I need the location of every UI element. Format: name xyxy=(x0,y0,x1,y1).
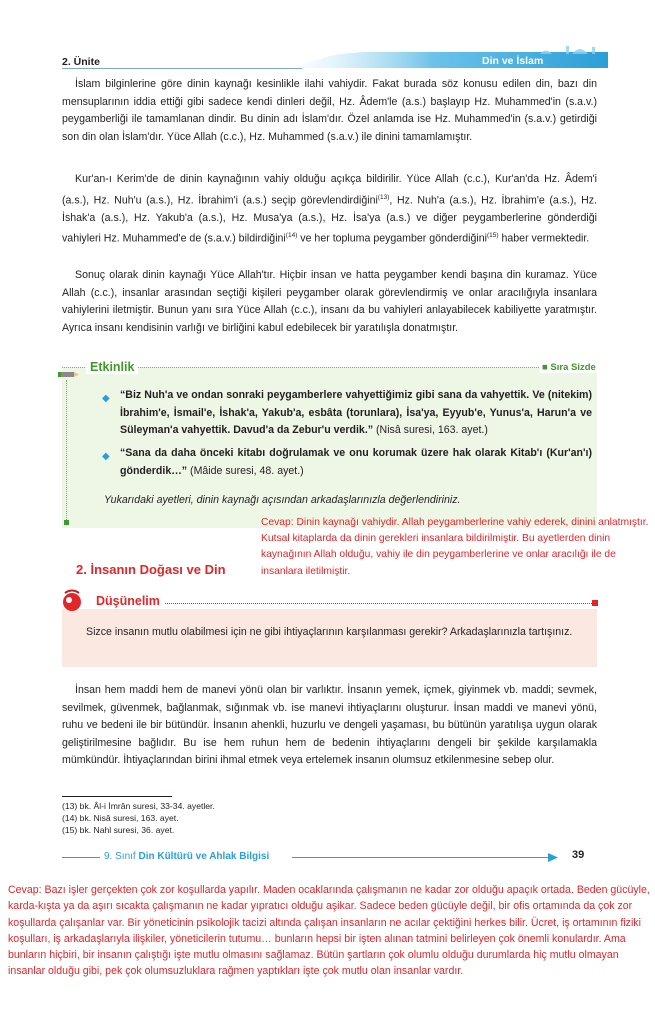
footnote-ref-15: (15) xyxy=(487,232,499,240)
paragraph-3 xyxy=(62,267,597,337)
footer-book: Din Kültürü ve Ahlak Bilgisi xyxy=(138,851,270,862)
think-text: Sizce insanın mutlu olabilmesi için ne gibi ihtiyaçlarının karşılanması gerekir? Arkadaşlarınızla tartışınız. xyxy=(86,626,573,638)
page-number: 39 xyxy=(572,849,585,861)
bullet-icon: ◆ xyxy=(102,451,110,462)
header-banner xyxy=(290,46,608,68)
footer-book-title xyxy=(104,851,269,862)
unit-label: 2. Ünite xyxy=(62,56,100,68)
paragraph-2-part-d: haber vermektedir. xyxy=(498,232,590,245)
think-dotted-line xyxy=(92,603,594,604)
paragraph-1 xyxy=(62,76,597,146)
footer-grade: 9. Sınıf xyxy=(104,851,139,862)
footer-rule-left xyxy=(62,857,100,858)
paragraph-1-text: İslam bilginlerine göre dinin kaynağı kesinlikle ilahi vahiydir. Fakat burada söz konusu edilen din, bazı din mensuplarının iddia ettiği gibi sadece kendi dinleri değil, Hz. Âdem'le (a.s.) başlayıp Hz. Muhammed'in (s.a.v.) peygamberliği ile tamamlanan dindir. Bu dinin adı İslam'dır. Özel anlamda ise Hz. Muhammed'in (s.a.v.) getirdiği son din olan İslam'dır. Yüce Allah (c.c.), Hz. Muhammed (s.a.v.) ile dinini tamamlamıştır. xyxy=(62,78,597,143)
paragraph-2-part-b: , Hz. Nuh'a (a.s.), Hz. İbrahim'e (a.s.), Hz. İshak'a (a.s.), Hz. Yakub'a (a.s.), Hz. Musa'ya (a.s.), Hz. İsa'ya (a.s.) ve diğer peygamberlerine gönderdiği vahiyleri Hz. Muhammed'e de (s.a.v.) bildirdiğini xyxy=(62,194,597,245)
activity-title: Etkinlik xyxy=(86,360,138,374)
activity-item-2 xyxy=(120,445,592,480)
activity-tag: ■ Sıra Sizde xyxy=(542,362,596,373)
header-rule xyxy=(62,68,302,69)
think-title: Düşünelim xyxy=(92,594,164,608)
activity-item-1 xyxy=(120,387,592,440)
activity-item-2-quote: “Sana da daha önceki kitabı doğrulamak ve onu korumak üzere hak olarak Kitab'ı (Kur'an'ı) gönderdik…” xyxy=(120,447,592,477)
paragraph-2 xyxy=(62,171,597,248)
think-corner-marker xyxy=(592,600,598,606)
answer-1: Cevap: Dinin kaynağı vahiydir. Allah peygamberlerine vahiy ederek, dinini anlatmıştır. Kutsal kitaplarda da dinin gerekleri insanlara bildirilmiştir. Bu ayetlerden dinin kaynağının Allah olduğu, vahiy ile din peygamberlerine ve onlar aracılığı ile de insanlara iletilmiştir. xyxy=(261,517,649,577)
answer-2: Cevap: Bazı işler gerçekten çok zor koşullarda yapılır. Maden ocaklarında çalışmanın ne kadar zor olduğu apaçık ortada. Beden gücüyle, karda-kışta ya da aşırı sıcakta çalışmanın ne kadar yıpratıcı olduğu aşikar. Sadece beden gücüyle değil, bir ofis ortamında da çok zor koşullarda çalışanlar var. Bir yöneticinin psikolojik tacizi altında çalışan insanların ne acılar çektiğini herkes bilir. Ücret, iş ortamının fiziki koşulları, iş arkadaşlarıyla ilişkiler, yöneticilerin tutumu… bunların hepsi bir işten alınan tatmini belirleyen çok önemli konulardır. Ama bunların hiçbiri, bir insanın çalıştığı işte mutlu olmasını sağlamaz. Bütün şartların çok olumlu olduğu durumlarda hiç mutlu olmayan insanlar olduğu gibi, pek çok olumsuzluklara rağmen yaptıkları işte çok mutlu olan insanlar vardır. xyxy=(8,884,650,978)
footnote-ref-14: (14) xyxy=(285,232,298,240)
arrow-right-icon xyxy=(548,853,558,862)
activity-tag-label: Sıra Sizde xyxy=(550,362,596,373)
activity-item-1-ref: (Nisâ suresi, 163. ayet.) xyxy=(373,424,488,437)
paragraph-3-text: Sonuç olarak dinin kaynağı Yüce Allah'tır. Hiçbir insan ve hatta peygamber kendi başına din kuramaz. Yüce Allah (c.c.), insanlar arasından seçtiği kişileri peygamber olarak görevlendirmiş ve onlar aracılığıyla insanlara vahiylerini iletmiştir. Bunun yanı sıra Yüce Allah (c.c.), insanı da bu vahiyleri anlayabilecek kabiliyette yaratmıştır. Ayrıca insanı kendisinin varlığı ve birliğini kabul edebilecek bir yaratılışla donatmıştır. xyxy=(62,269,597,334)
footnote-15: (15) bk. Nahl suresi, 36. ayet. xyxy=(62,825,175,835)
paragraph-2-part-a: Kur'an-ı Kerim'de de dinin kaynağının vahiy olduğu açıkça bildirilir. Yüce Allah (c.c.), Kur'an'da Hz. Âdem'i (a.s.), Hz. Nuh'u (a.s.), Hz. İbrahim'i (a.s.) seçip görevlendirdiğini xyxy=(62,173,597,207)
footer-rule-right xyxy=(292,857,550,858)
activity-instruction: Yukarıdaki ayetleri, dinin kaynağı açısından arkadaşlarınızla değerlendiriniz. xyxy=(104,494,461,506)
footnote-ref-13: (13) xyxy=(377,193,390,201)
activity-dotted-line xyxy=(66,380,67,524)
paragraph-4 xyxy=(62,682,597,770)
paragraph-2-text xyxy=(62,171,597,248)
paragraph-2-part-c: ve her topluma peygamber gönderdiğini xyxy=(297,232,487,245)
footnote-rule xyxy=(62,796,172,797)
thinking-head-icon xyxy=(60,589,86,615)
activity-corner-marker xyxy=(64,520,69,525)
paragraph-4-text: İnsan hem maddi hem de manevi yönü olan bir varlıktır. İnsanın yemek, içmek, giyinmek vb. maddi; sevmek, sevilmek, güvenmek, bağlanmak, sığınmak vb. ise manevi ihtiyaçlarını oluşturur. İnsan maddi ve manevi yönü, ruhu ve bedeni ile bir bütündür. İnsanın ahenkli, huzurlu ve dengeli yaşaması, bu bütünün yaratılışa uygun olarak geliştirilmesine bağlıdır. Bu ise hem ruhun hem de bedenin ihtiyaçlarını dengeli bir şekilde karşılamakla mümkündür. İhtiyaçlarından birini ihmal etmek veya ertelemek insanın olumsuz etkilenmesine sebep olur. xyxy=(62,684,597,767)
bullet-icon: ◆ xyxy=(102,393,110,404)
section-title: 2. İnsanın Doğası ve Din xyxy=(76,562,226,577)
header-title: Din ve İslam xyxy=(482,55,544,67)
activity-item-2-ref: (Mâide suresi, 48. ayet.) xyxy=(187,464,304,477)
pencil-icon xyxy=(58,364,80,382)
footnote-13: (13) bk. Âl-i İmrân suresi, 33-34. ayetler. xyxy=(62,801,215,811)
activity-item-1-quote: “Biz Nuh'a ve ondan sonraki peygamberlere vahyettiğimiz gibi sana da vahyettik. Ve (nitekim) İbrahim'e, İsmail'e, İshak'a, Yakub'a, esbâta (torunlara), İsa'ya, Eyyub'e, Yunus'a, Harun'a ve Süleyman'a vahyettik. Davud'a da Zebur'u verdik.” xyxy=(120,389,592,437)
footnote-14: (14) bk. Nisâ suresi, 163. ayet. xyxy=(62,813,179,823)
